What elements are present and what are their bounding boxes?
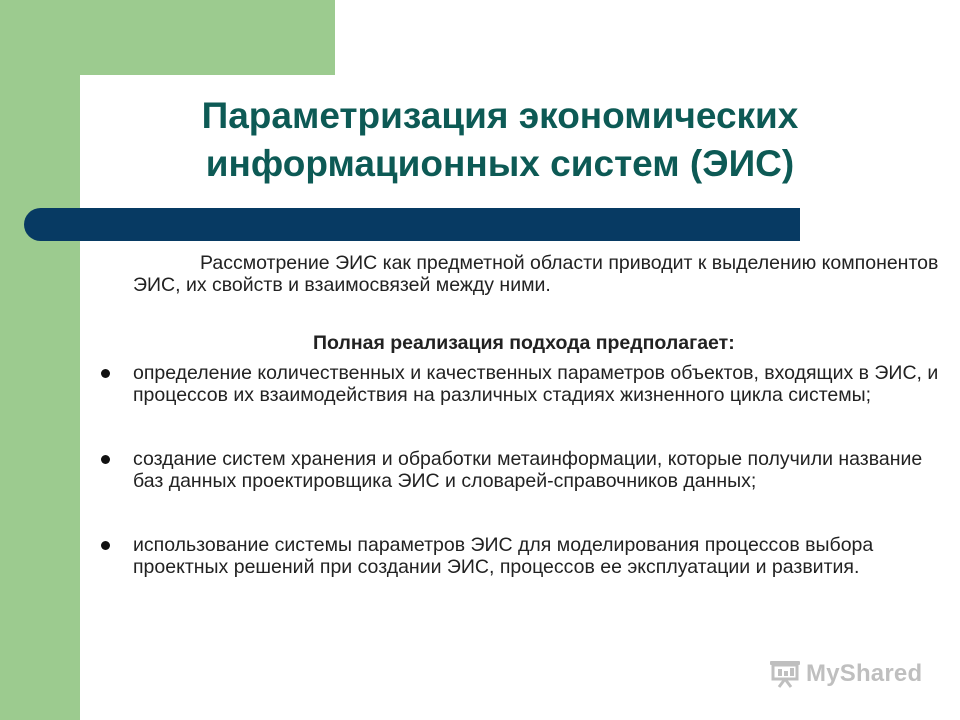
slide-title-line-1: Параметризация экономических bbox=[201, 95, 799, 136]
watermark-text: MyShared bbox=[806, 660, 923, 687]
approach-subheading: Полная реализация подхода предполагает: bbox=[313, 332, 735, 354]
bullet-dot-icon bbox=[101, 369, 110, 378]
green-side-band bbox=[0, 0, 80, 720]
bullet-text: создание систем хранения и обработки метаинформации, которые получили название баз данных проектировщика ЭИС и словарей-справочников данных; bbox=[133, 448, 923, 492]
slide-title bbox=[95, 92, 905, 188]
bullet-item bbox=[96, 448, 956, 492]
title-divider-bar bbox=[24, 208, 800, 241]
bullet-text: использование системы параметров ЭИС для моделирования процессов выбора проектных решений при создании ЭИС, процессов ее эксплуатации и развития. bbox=[133, 534, 874, 578]
green-top-band bbox=[0, 0, 335, 75]
bullet-dot-icon bbox=[101, 455, 110, 464]
bullet-list bbox=[96, 362, 956, 578]
bullet-text: определение количественных и качественных параметров объектов, входящих в ЭИС, и процессов их взаимодействия на различных стадиях жизненного цикла системы; bbox=[133, 362, 939, 406]
myshared-watermark bbox=[768, 659, 922, 689]
bullet-dot-icon bbox=[101, 541, 110, 550]
intro-paragraph: Рассмотрение ЭИС как предметной области приводит к выделению компонентов ЭИС, их свойств и взаимосвязей между ними. bbox=[133, 252, 939, 296]
bullet-item bbox=[96, 362, 956, 406]
projector-screen-icon bbox=[768, 659, 802, 689]
bullet-item bbox=[96, 534, 956, 578]
slide-title-line-2: информационных систем (ЭИС) bbox=[205, 143, 795, 184]
